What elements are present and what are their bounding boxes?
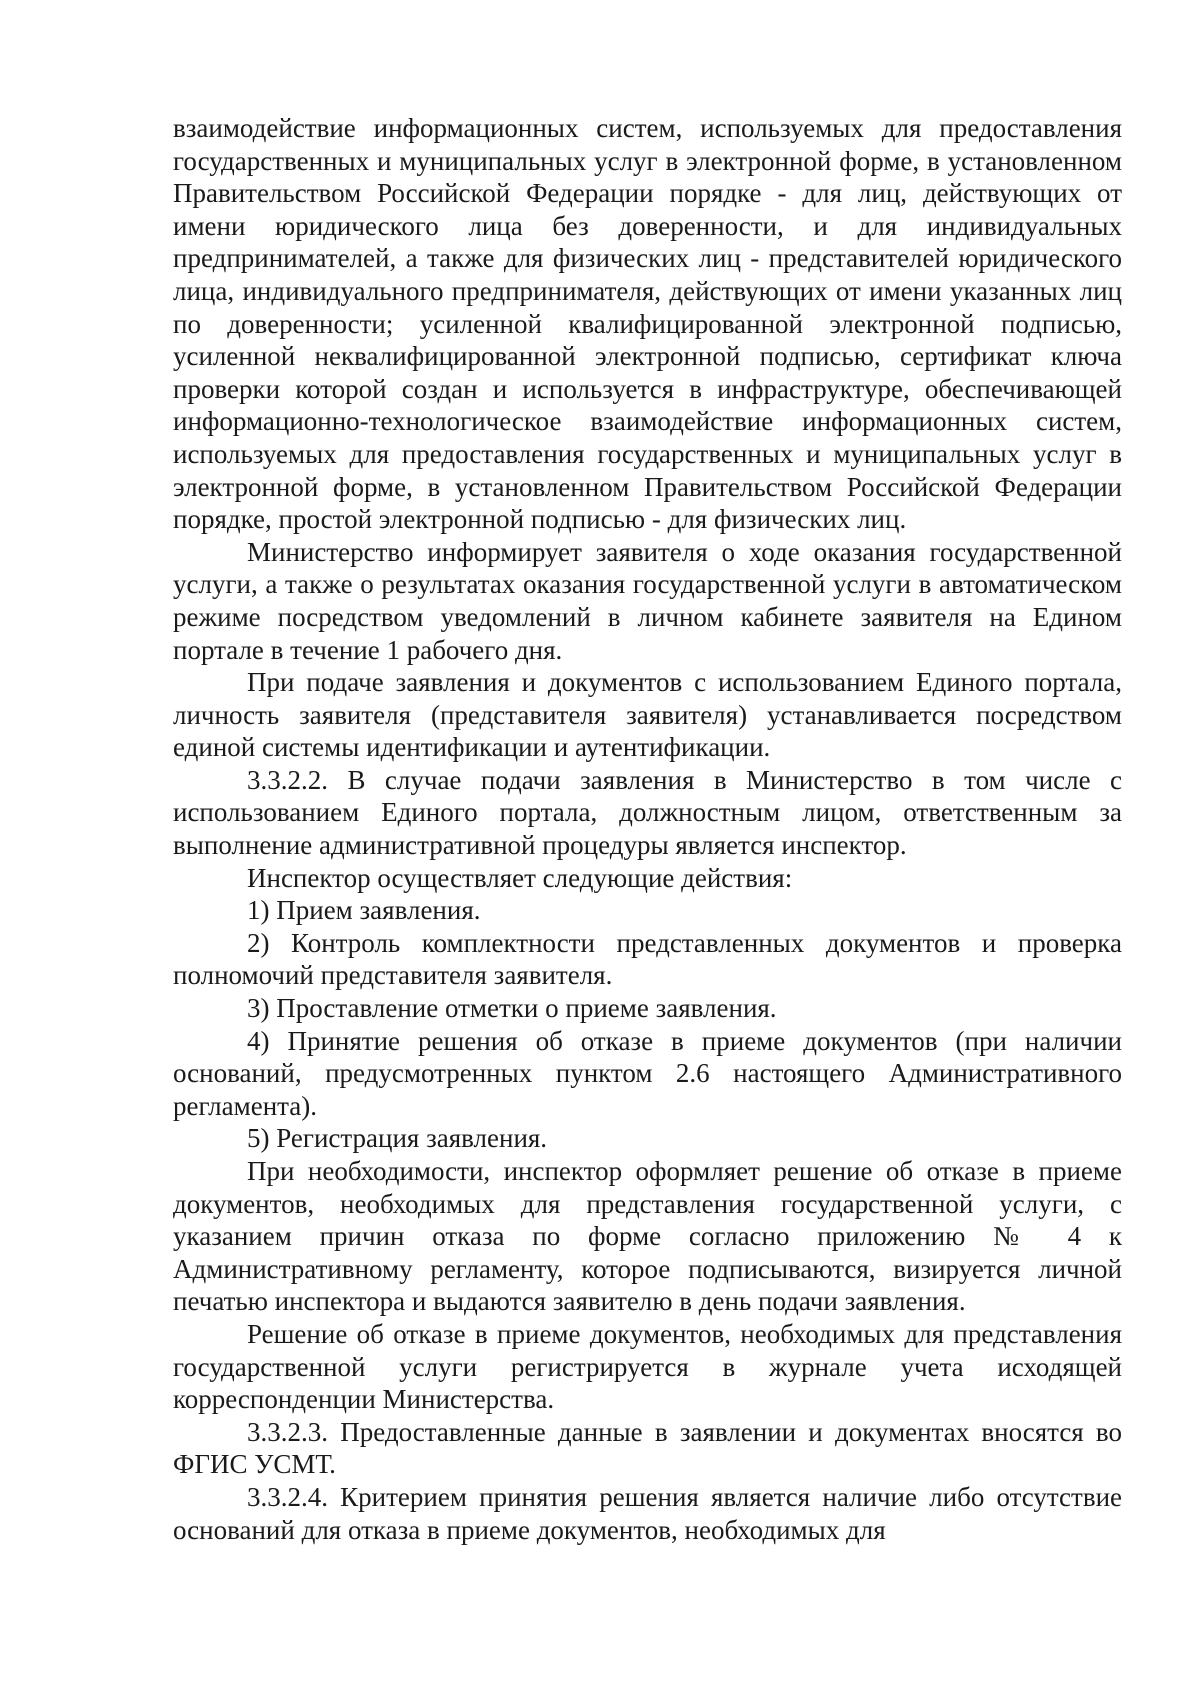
document-page — [173, 112, 1122, 1546]
list-item-1: 1) Прием заявления. — [247, 895, 481, 926]
list-item-5: 5) Регистрация заявления. — [247, 1123, 548, 1154]
paragraph-refusal-registration: Решение об отказе в приеме документов, необходимых для представления государственной услуги регистрируется в журнале учета исходящей корреспонденции Министерства. — [173, 1318, 1122, 1415]
paragraph-refusal-decision: При необходимости, инспектор оформляет решение об отказе в приеме документов, необходимых для представления государственной услуги, с указанием причин отказа по форме согласно приложению № 4 к Административному регламенту, которое подписываются, визируется личной печатью инспектора и выдаются заявителю в день подачи заявления. — [173, 1156, 1122, 1317]
list-item-3: 3) Проставление отметки о приеме заявления. — [247, 993, 777, 1024]
list-item-4: 4) Принятие решения об отказе в приеме документов (при наличии оснований, предусмотренных пунктом 2.6 настоящего Административного регламента). — [173, 1025, 1122, 1121]
list-item-2: 2) Контроль комплектности представленных документов и проверка полномочий представителя заявителя. — [173, 927, 1122, 991]
paragraph-identity: При подаче заявления и документов с использованием Единого портала, личность заявителя (представителя заявителя) устанавливается посредством единой системы идентификации и аутентификации. — [173, 667, 1122, 763]
paragraph-3-3-2-3: 3.3.2.3. Предоставленные данные в заявлении и документах вносятся во ФГИС УСМТ. — [173, 1416, 1122, 1480]
paragraph-ministry-informs: Министерство информирует заявителя о ходе оказания государственной услуги, а также о результатах оказания государственной услуги в автоматическом режиме посредством уведомлений в личном кабинете заявителя на Едином портале в течение 1 рабочего дня. — [173, 536, 1122, 665]
paragraph-3-3-2-2: 3.3.2.2. В случае подачи заявления в Министерство в том числе с использованием Единого портала, должностным лицом, ответственным за выполнение административной процедуры является инспектор. — [173, 764, 1122, 861]
paragraph-3-3-2-4: 3.3.2.4. Критерием принятия решения является наличие либо отсутствие оснований для отказа в приеме документов, необходимых для — [173, 1481, 1122, 1545]
paragraph-continuation: взаимодействие информационных систем, используемых для предоставления государственных и муниципальных услуг в электронной форме, в установленном Правительством Российской Федерации порядке - для лиц, действующих от имени юридического лица без доверенности, и для индивидуальных предпринимателей, а также для физических лиц - представителей юридического лица, индивидуального предпринимателя, действующих от имени указанных лиц по доверенности; усиленной квалифицированной электронной подписью, усиленной неквалифицированной электронной подписью, сертификат ключа проверки которой создан и используется в инфраструктуре, обеспечивающей информационно-технологическое взаимодействие информационных систем, используемых для предоставления государственных и муниципальных услуг в электронной форме, в установленном Правительством Российской Федерации порядке, простой электронной подписью - для физических лиц. — [173, 113, 1122, 535]
paragraph-inspector-actions: Инспектор осуществляет следующие действия: — [247, 862, 793, 893]
